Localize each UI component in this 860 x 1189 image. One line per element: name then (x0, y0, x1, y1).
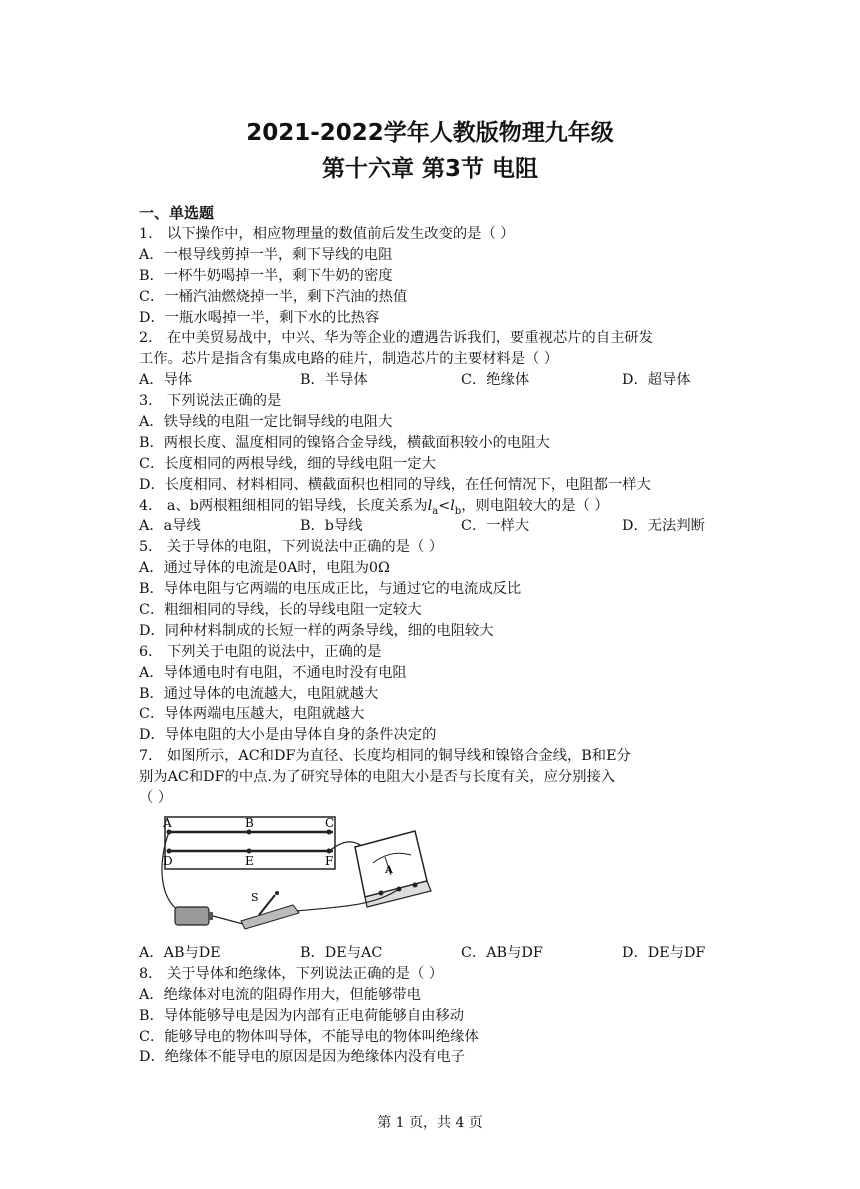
question-6-option-a: A．导体通电时有电阻，不通电时没有电阻 (139, 664, 407, 681)
question-5-stem: 5． 关于导体的电阻，下列说法中正确的是（ ） (139, 539, 444, 556)
label-a: A (163, 815, 172, 830)
question-7-option-a: A．AB与DE (139, 944, 221, 961)
question-8-option-a: A．绝缘体对电流的阻碍作用大，但能够带电 (139, 986, 421, 1003)
label-c: C (325, 815, 335, 830)
switch-icon (241, 891, 299, 929)
question-1-option-a: A．一根导线剪掉一半，剩下导线的电阻 (139, 246, 393, 263)
question-2-stem-line-2: 工作。芯片是指含有集成电路的硅片，制造芯片的主要材料是（ ） (139, 351, 559, 368)
question-3-option-a: A．铁导线的电阻一定比铜导线的电阻大 (139, 414, 393, 431)
label-e: E (245, 853, 254, 868)
question-3-option-d: D．长度相同、材料相同、横截面积也相同的导线，在任何情况下，电阻都一样大 (139, 476, 651, 493)
question-7-options (139, 943, 729, 964)
question-1-option-d: D．一瓶水喝掉一半，剩下水的比热容 (139, 309, 380, 326)
question-4-option-d: D．无法判断 (622, 518, 705, 535)
question-1-option-b: B．一杯牛奶喝掉一半，剩下牛奶的密度 (139, 267, 393, 284)
question-8-option-c: C．能够导电的物体叫导体，不能导电的物体叫绝缘体 (139, 1028, 479, 1045)
lead-wire-left (162, 832, 183, 913)
question-5-option-b: B．导体电阻与它两端的电压成正比，与通过它的电流成反比 (139, 581, 522, 598)
meter-label: A (385, 864, 393, 876)
question-2-options (139, 370, 729, 391)
question-7-option-d: D．DE与DF (622, 944, 706, 961)
label-d: D (163, 853, 173, 868)
question-3-option-b: B．两根长度、温度相同的镍铬合金导线，横截面积较小的电阻大 (139, 434, 550, 451)
battery-icon (175, 907, 213, 925)
question-2-option-c: C．绝缘体 (461, 372, 530, 389)
question-6-option-c: C．导体两端电压越大，电阻就越大 (139, 706, 365, 723)
question-3-stem: 3． 下列说法正确的是 (139, 393, 282, 410)
label-b: B (245, 815, 254, 830)
question-4-option-b: B．b导线 (300, 518, 363, 535)
question-7-option-b: B．DE与AC (300, 944, 383, 961)
question-1-option-c: C．一桶汽油燃烧掉一半，剩下汽油的热值 (139, 288, 408, 305)
label-f: F (325, 853, 334, 868)
question-8-option-b: B．导体能够导电是因为内部有正电荷能够自由移动 (139, 1007, 465, 1024)
question-4-stem: 4． a、b两根粗细相同的铝导线，长度关系为$l_a<l_b$，则电阻较大的是（ ） (139, 497, 609, 517)
question-5-option-c: C．粗细相同的导线，长的导线电阻一定较大 (139, 602, 422, 619)
question-8-stem: 8． 关于导体和绝缘体，下列说法正确的是（ ） (139, 965, 444, 982)
question-7-option-c: C．AB与DF (461, 944, 543, 961)
question-6-option-d: D．导体电阻的大小是由导体自身的条件决定的 (139, 727, 437, 744)
question-7-stem-line-1: 7． 如图所示，AC和DF为直径、长度均相同的铜导线和镍铬合金线，B和E分 (139, 748, 631, 765)
question-6-stem: 6． 下列关于电阻的说法中，正确的是 (139, 643, 382, 660)
circuit-diagram (153, 811, 453, 941)
question-5-option-a: A．通过导体的电流是0A时，电阻为0Ω (139, 560, 390, 577)
question-4-option-c: C．一样大 (461, 518, 530, 535)
question-2-option-b: B．半导体 (300, 372, 368, 389)
question-2-option-a: A．导体 (139, 372, 193, 389)
question-8-option-d: D．绝缘体不能导电的原因是因为绝缘体内没有电子 (139, 1049, 465, 1066)
page-footer: 第 1 页，共 4 页 (377, 1115, 483, 1131)
question-2-stem-line-1: 2． 在中美贸易战中，中兴、华为等企业的遭遇告诉我们，要重视芯片的自主研发 (139, 330, 654, 347)
wire-battery-switch (213, 916, 243, 924)
label-s: S (251, 890, 259, 904)
ammeter-icon (355, 831, 431, 907)
question-4-option-a: A．a导线 (139, 518, 201, 535)
question-4-options (139, 516, 729, 537)
question-7-stem-line-2: 别为AC和DF的中点.为了研究导体的电阻大小是否与长度有关，应分别接入 (139, 769, 616, 786)
title-line-2: 第十六章 第3节 电阻 (321, 156, 539, 182)
question-list (139, 202, 729, 1068)
question-3-option-c: C．长度相同的两根导线，细的导线电阻一定大 (139, 455, 436, 472)
section-title: 一、单选题 (139, 204, 215, 222)
circuit-figure (139, 809, 729, 943)
question-1-stem: 1． 以下操作中，相应物理量的数值前后发生改变的是（ ） (139, 226, 515, 242)
question-5-option-d: D．同种材料制成的长短一样的两条导线，细的电阻较大 (139, 622, 494, 639)
question-7-stem-line-3: （ ） (139, 790, 173, 807)
title-line-1: 2021-2022学年人教版物理九年级 (246, 120, 614, 146)
question-6-option-b: B．通过导体的电流越大，电阻就越大 (139, 685, 379, 702)
question-2-option-d: D．超导体 (622, 372, 691, 389)
